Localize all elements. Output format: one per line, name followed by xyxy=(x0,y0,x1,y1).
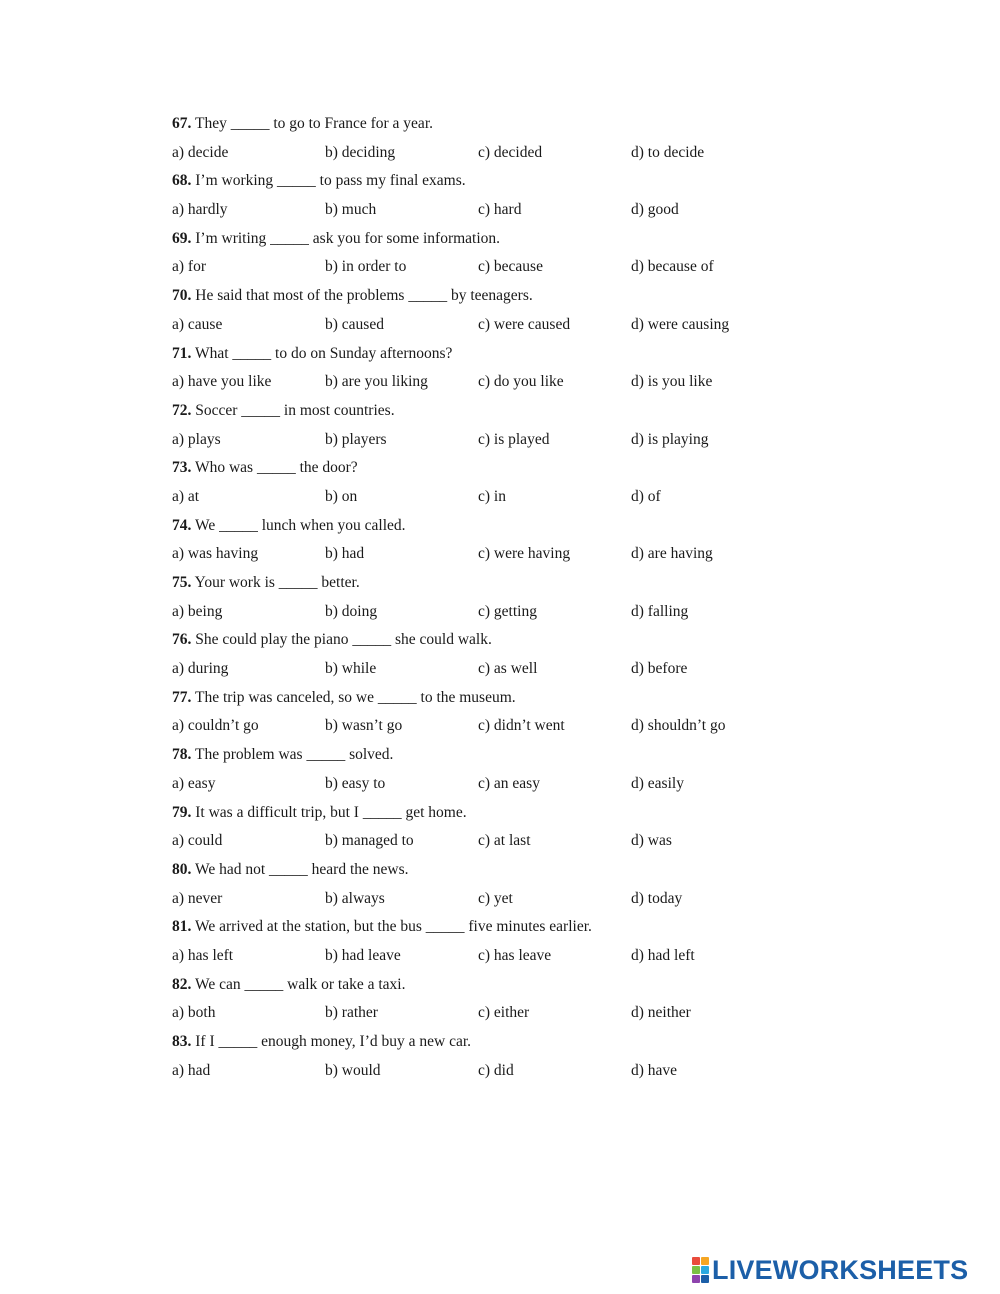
question-text: I’m writing _____ ask you for some information. xyxy=(191,229,501,247)
question-text: I’m working _____ to pass my final exams. xyxy=(191,172,466,190)
answer-option-c[interactable]: c) getting xyxy=(478,602,537,620)
answer-option-c[interactable]: c) didn’t went xyxy=(478,717,565,735)
answer-option-d[interactable]: d) easily xyxy=(631,774,684,792)
answer-option-a[interactable]: a) easy xyxy=(172,774,216,792)
logo-mark-square xyxy=(701,1275,709,1283)
answer-option-d[interactable]: d) of xyxy=(631,487,661,505)
answer-option-a[interactable]: a) hardly xyxy=(172,201,228,219)
answer-option-d[interactable]: d) before xyxy=(631,660,688,678)
question-text: If I _____ enough money, I’d buy a new car. xyxy=(191,1033,472,1050)
answer-option-c[interactable]: c) were having xyxy=(478,545,571,563)
logo-mark-icon xyxy=(692,1257,709,1283)
answer-option-c[interactable]: c) is played xyxy=(478,430,550,448)
answer-option-a[interactable]: a) couldn’t go xyxy=(172,717,259,735)
question-prompt xyxy=(172,282,812,311)
answer-option-c[interactable]: c) were caused xyxy=(478,315,571,333)
answer-option-d[interactable]: d) to decide xyxy=(631,143,705,161)
answer-options xyxy=(172,426,812,455)
answer-option-c[interactable]: c) has leave xyxy=(478,946,552,964)
question-number: 77. xyxy=(172,688,192,706)
answer-option-b[interactable]: b) while xyxy=(325,660,377,678)
question-text: Soccer _____ in most countries. xyxy=(191,401,395,419)
answer-options xyxy=(172,253,812,282)
answer-option-d[interactable]: d) have xyxy=(631,1061,678,1079)
question-prompt xyxy=(172,684,812,713)
answer-options xyxy=(172,1057,812,1086)
question-prompt xyxy=(172,225,812,254)
answer-option-b[interactable]: b) easy to xyxy=(325,774,386,792)
question-text: Your work is _____ better. xyxy=(191,574,360,591)
answer-option-d[interactable]: d) because of xyxy=(631,258,714,276)
logo-mark-square xyxy=(701,1266,709,1274)
question-text: Who was _____ the door? xyxy=(191,459,358,477)
question-number: 70. xyxy=(172,287,192,305)
answer-options xyxy=(172,139,812,168)
answer-option-d[interactable]: d) is you like xyxy=(631,373,713,391)
question-text: What _____ to do on Sunday afternoons? xyxy=(191,344,453,362)
question-text: The problem was _____ solved. xyxy=(191,746,394,764)
answer-option-c[interactable]: c) yet xyxy=(478,889,513,907)
answer-option-a[interactable]: a) for xyxy=(172,258,206,276)
question-text: We had not _____ heard the news. xyxy=(191,860,409,878)
question-number: 75. xyxy=(172,574,192,591)
answer-option-c[interactable]: c) hard xyxy=(478,201,522,219)
answer-options xyxy=(172,196,812,225)
question-text: We arrived at the station, but the bus _____ five minutes earlier. xyxy=(191,918,592,936)
question-text: We can _____ walk or take a taxi. xyxy=(191,975,406,993)
answer-option-a[interactable]: a) has left xyxy=(172,946,234,964)
answer-option-a[interactable]: a) never xyxy=(172,889,223,907)
answer-option-a[interactable]: a) both xyxy=(172,1004,216,1022)
answer-options xyxy=(172,885,812,914)
answer-options xyxy=(172,999,812,1028)
answer-option-c[interactable]: c) do you like xyxy=(478,373,564,391)
answer-option-d[interactable]: d) today xyxy=(631,889,683,907)
answer-option-d[interactable]: d) was xyxy=(631,832,672,850)
answer-option-b[interactable]: b) players xyxy=(325,430,387,448)
answer-option-b[interactable]: b) always xyxy=(325,889,385,907)
answer-option-b[interactable]: b) on xyxy=(325,487,358,505)
question-text: They _____ to go to France for a year. xyxy=(191,115,433,132)
question-number: 68. xyxy=(172,172,192,190)
answer-option-b[interactable]: b) are you liking xyxy=(325,373,428,391)
answer-option-b[interactable]: b) had xyxy=(325,545,365,563)
answer-option-c[interactable]: c) decided xyxy=(478,143,543,161)
answer-option-b[interactable]: b) wasn’t go xyxy=(325,717,403,735)
logo-mark-square xyxy=(701,1257,709,1265)
answer-options xyxy=(172,368,812,397)
answer-option-d[interactable]: d) shouldn’t go xyxy=(631,717,726,735)
question-number: 69. xyxy=(172,229,192,247)
logo-mark-square xyxy=(692,1257,700,1265)
question-number: 81. xyxy=(172,918,192,936)
answer-option-a[interactable]: a) could xyxy=(172,832,223,850)
question-text: The trip was canceled, so we _____ to the museum. xyxy=(191,688,516,706)
answer-option-d[interactable]: d) are having xyxy=(631,545,713,563)
question-text: She could play the piano _____ she could walk. xyxy=(191,631,492,649)
liveworksheets-logo xyxy=(692,1256,968,1284)
answer-option-a[interactable]: a) cause xyxy=(172,315,223,333)
question-prompt xyxy=(172,971,812,1000)
question-number: 80. xyxy=(172,860,192,878)
question-number: 79. xyxy=(172,803,192,821)
question-prompt xyxy=(172,626,812,655)
question-text: We _____ lunch when you called. xyxy=(191,516,406,534)
answer-options xyxy=(172,712,812,741)
question-number: 74. xyxy=(172,516,192,534)
answer-option-d[interactable]: d) were causing xyxy=(631,315,730,333)
answer-option-b[interactable]: b) much xyxy=(325,201,377,219)
question-prompt xyxy=(172,454,812,483)
answer-option-b[interactable]: b) would xyxy=(325,1061,381,1079)
answer-options xyxy=(172,483,812,512)
answer-options xyxy=(172,540,812,569)
answer-options xyxy=(172,942,812,971)
logo-mark-square xyxy=(692,1266,700,1274)
answer-option-c[interactable]: c) either xyxy=(478,1004,530,1022)
question-prompt xyxy=(172,167,812,196)
question-prompt xyxy=(172,741,812,770)
answer-option-b[interactable]: b) rather xyxy=(325,1004,378,1022)
answer-option-c[interactable]: c) at last xyxy=(478,832,531,850)
question-number: 76. xyxy=(172,631,192,649)
answer-option-b[interactable]: b) doing xyxy=(325,602,378,620)
answer-option-c[interactable]: c) in xyxy=(478,487,506,505)
answer-option-d[interactable]: d) had left xyxy=(631,946,695,964)
logo-mark-square xyxy=(692,1275,700,1283)
answer-option-c[interactable]: c) did xyxy=(478,1061,514,1079)
answer-option-b[interactable]: b) caused xyxy=(325,315,384,333)
answer-option-b[interactable]: b) in order to xyxy=(325,258,407,276)
question-number: 67. xyxy=(172,115,192,132)
answer-option-c[interactable]: c) because xyxy=(478,258,543,276)
answer-option-a[interactable]: a) plays xyxy=(172,430,221,448)
question-number: 83. xyxy=(172,1033,192,1050)
answer-option-c[interactable]: c) as well xyxy=(478,660,538,678)
answer-option-a[interactable]: a) during xyxy=(172,660,229,678)
question-prompt xyxy=(172,799,812,828)
answer-options xyxy=(172,770,812,799)
question-prompt xyxy=(172,512,812,541)
question-number: 82. xyxy=(172,975,192,993)
answer-options xyxy=(172,655,812,684)
answer-option-d[interactable]: d) falling xyxy=(631,602,689,620)
question-prompt xyxy=(172,569,812,598)
question-text: He said that most of the problems _____ by teenagers. xyxy=(191,287,533,305)
answer-options xyxy=(172,311,812,340)
question-number: 73. xyxy=(172,459,192,477)
answer-option-a[interactable]: a) being xyxy=(172,602,223,620)
answer-option-d[interactable]: d) is playing xyxy=(631,430,709,448)
question-prompt xyxy=(172,913,812,942)
question-text: It was a difficult trip, but I _____ get home. xyxy=(191,803,467,821)
answer-options xyxy=(172,598,812,627)
question-prompt xyxy=(172,397,812,426)
answer-option-d[interactable]: d) neither xyxy=(631,1004,691,1022)
answer-option-a[interactable]: a) was having xyxy=(172,545,259,563)
answer-option-c[interactable]: c) an easy xyxy=(478,774,540,792)
question-prompt xyxy=(172,1028,812,1057)
answer-option-a[interactable]: a) had xyxy=(172,1061,211,1079)
answer-option-a[interactable]: a) at xyxy=(172,487,200,505)
question-prompt xyxy=(172,340,812,369)
question-number: 78. xyxy=(172,746,192,764)
worksheet-content xyxy=(172,110,812,1085)
answer-option-d[interactable]: d) good xyxy=(631,201,679,219)
logo-text: LIVEWORKSHEETS xyxy=(712,1255,969,1285)
question-number: 72. xyxy=(172,401,192,419)
answer-option-b[interactable]: b) had leave xyxy=(325,946,401,964)
question-prompt xyxy=(172,856,812,885)
answer-option-b[interactable]: b) deciding xyxy=(325,143,396,161)
question-prompt xyxy=(172,110,812,139)
answer-option-a[interactable]: a) decide xyxy=(172,143,229,161)
answer-option-a[interactable]: a) have you like xyxy=(172,373,272,391)
answer-option-b[interactable]: b) managed to xyxy=(325,832,414,850)
question-number: 71. xyxy=(172,344,192,362)
answer-options xyxy=(172,827,812,856)
